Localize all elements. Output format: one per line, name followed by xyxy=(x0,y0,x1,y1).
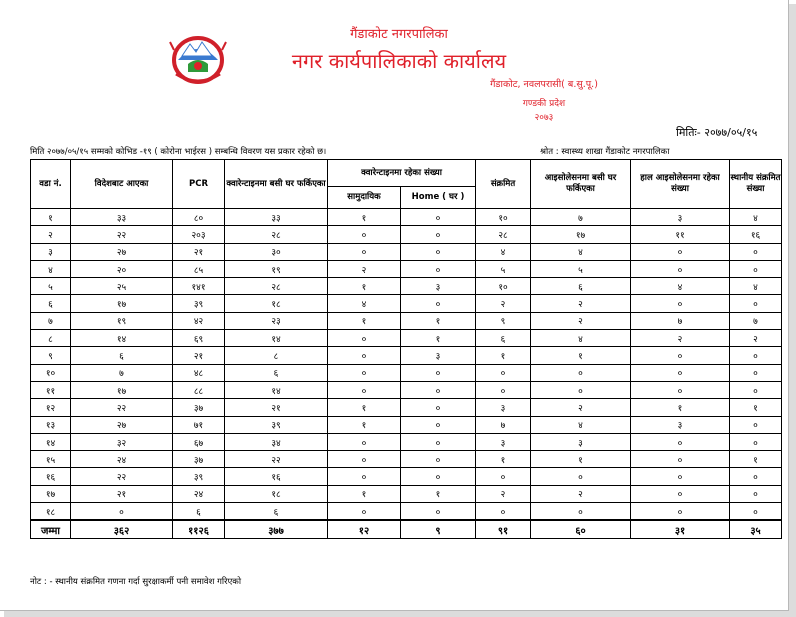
table-row xyxy=(31,503,782,521)
table-cell: ० xyxy=(328,503,401,521)
footnote: नोट : - स्थानीय संक्रमित गणना गर्दा सुरक्षाकर्मी पनी समावेश गरिएको xyxy=(30,577,242,587)
page-shadow-right xyxy=(789,4,796,617)
table-cell: ० xyxy=(328,451,401,468)
table-cell: १४ xyxy=(225,381,328,398)
table-cell: ० xyxy=(730,433,782,450)
table-cell: ४ xyxy=(531,416,631,433)
office-address: गैंडाकोट, नवलपरासी( ब.सु.पू.) xyxy=(490,79,598,90)
source-text: श्रोत : स्वास्थ्य शाखा गैंडाकोट नगरपालिका xyxy=(540,147,670,157)
table-cell: ३४ xyxy=(225,433,328,450)
table-cell: २१ xyxy=(173,243,225,260)
table-cell: ० xyxy=(730,485,782,502)
table-cell: ४ xyxy=(31,260,71,277)
table-cell: २ xyxy=(531,399,631,416)
header-infected: संक्रमित xyxy=(476,160,531,209)
table-cell: ३ xyxy=(401,347,476,364)
report-date: मितिः- २०७७/०५/१५ xyxy=(676,126,758,139)
table-cell: ० xyxy=(631,485,730,502)
table-cell: १४ xyxy=(71,330,173,347)
table-cell: ३७ xyxy=(173,399,225,416)
table-cell: ० xyxy=(401,503,476,521)
table-cell: २ xyxy=(631,330,730,347)
table-row xyxy=(31,226,782,243)
table-row xyxy=(31,485,782,502)
table-cell: ० xyxy=(730,416,782,433)
table-cell: १७ xyxy=(71,381,173,398)
header-isolation-current: हाल आइसोलेसनमा रहेका संख्या xyxy=(631,160,730,209)
table-cell: ७ xyxy=(31,312,71,329)
table-cell: ७ xyxy=(531,209,631,226)
table-cell: ४ xyxy=(730,209,782,226)
intro-text: मिति २०७७/०५/१५ सम्मको कोभिड -१९ ( कोरोना भाईरस ) सम्बन्धि विवरण यस प्रकार रहेको छ। xyxy=(30,147,327,157)
table-cell: २४ xyxy=(173,485,225,502)
table-cell: ८८ xyxy=(173,381,225,398)
municipality-name: गैंडाकोट नगरपालिका xyxy=(350,27,448,42)
header-quarantine-current: क्वारेन्टाइनमा रहेका संख्या xyxy=(328,160,476,187)
table-cell: १६ xyxy=(31,468,71,485)
table-cell: ४ xyxy=(328,295,401,312)
table-cell: ० xyxy=(531,364,631,381)
covid-ward-table xyxy=(30,159,782,539)
table-row xyxy=(31,260,782,277)
table-cell: ४ xyxy=(730,278,782,295)
table-row xyxy=(31,433,782,450)
table-cell: ३ xyxy=(631,209,730,226)
table-cell: ० xyxy=(631,295,730,312)
table-cell: १० xyxy=(476,278,531,295)
table-cell: १ xyxy=(328,209,401,226)
table-cell: ४ xyxy=(531,243,631,260)
province-name: गण्डकी प्रदेश xyxy=(522,99,566,109)
table-cell: १७ xyxy=(71,295,173,312)
table-cell: ३ xyxy=(476,399,531,416)
total-cell: ३१ xyxy=(631,520,730,539)
table-cell: ० xyxy=(328,243,401,260)
table-row xyxy=(31,243,782,260)
table-cell: ७१ xyxy=(173,416,225,433)
table-cell: ० xyxy=(71,503,173,521)
table-cell: ४ xyxy=(531,330,631,347)
table-cell: २२ xyxy=(225,451,328,468)
table-cell: ० xyxy=(730,295,782,312)
table-cell: १३ xyxy=(31,416,71,433)
table-cell: ४ xyxy=(631,278,730,295)
table-cell: ० xyxy=(328,468,401,485)
table-cell: ० xyxy=(401,226,476,243)
table-cell: १८ xyxy=(225,485,328,502)
table-cell: २१ xyxy=(225,399,328,416)
table-cell: ० xyxy=(730,260,782,277)
table-row xyxy=(31,209,782,226)
table-cell: १५ xyxy=(31,451,71,468)
table-cell: ० xyxy=(730,381,782,398)
table-cell: ० xyxy=(401,243,476,260)
table-body xyxy=(31,209,782,521)
table-cell: १ xyxy=(401,330,476,347)
total-cell: ९१ xyxy=(476,520,531,539)
table-cell: ६ xyxy=(71,347,173,364)
table-cell: ० xyxy=(730,347,782,364)
total-cell: १२ xyxy=(328,520,401,539)
table-cell: ३२ xyxy=(71,433,173,450)
table-cell: ६ xyxy=(531,278,631,295)
table-cell: ० xyxy=(328,433,401,450)
total-cell: ३५ xyxy=(730,520,782,539)
office-title: नगर कार्यपालिकाको कार्यालय xyxy=(291,49,507,73)
table-cell: ० xyxy=(401,381,476,398)
table-cell: २ xyxy=(531,312,631,329)
table-cell: ३७ xyxy=(173,451,225,468)
header-isolation-returned: आइसोलेसनमा बसी घर फर्किएका xyxy=(531,160,631,209)
table-cell: २ xyxy=(531,485,631,502)
table-cell: ० xyxy=(631,364,730,381)
table-row xyxy=(31,468,782,485)
table-cell: ३ xyxy=(631,416,730,433)
header-home: Home ( घर ) xyxy=(401,187,476,209)
table-row xyxy=(31,399,782,416)
table-cell: १ xyxy=(328,278,401,295)
table-cell: १ xyxy=(328,399,401,416)
table-cell: ३ xyxy=(476,433,531,450)
table-cell: ७ xyxy=(730,312,782,329)
table-cell: २ xyxy=(531,295,631,312)
table-row xyxy=(31,451,782,468)
table-cell: २८ xyxy=(476,226,531,243)
table-cell: ६ xyxy=(225,503,328,521)
table-row xyxy=(31,381,782,398)
header-quarantine-returned: क्वारेन्टाइनमा बसी घर फर्किएका xyxy=(225,160,328,209)
total-label: जम्मा xyxy=(31,520,71,539)
header-local-infected: स्थानीय संक्रमित संख्या xyxy=(730,160,782,209)
header-pcr: PCR xyxy=(173,160,225,209)
table-cell: २३ xyxy=(225,312,328,329)
table-cell: ० xyxy=(328,347,401,364)
table-cell: ८ xyxy=(31,330,71,347)
table-cell: ६९ xyxy=(173,330,225,347)
table-cell: १७ xyxy=(531,226,631,243)
table-row xyxy=(31,347,782,364)
header-abroad: विदेशबाट आएका xyxy=(71,160,173,209)
header-ward: वडा नं. xyxy=(31,160,71,209)
table-cell: ० xyxy=(730,503,782,521)
table-cell: १ xyxy=(531,451,631,468)
table-cell: १ xyxy=(531,347,631,364)
table-cell: १९ xyxy=(71,312,173,329)
header-community: सामुदायिक xyxy=(328,187,401,209)
table-cell: १२ xyxy=(31,399,71,416)
table-cell: १० xyxy=(476,209,531,226)
table-cell: १ xyxy=(401,312,476,329)
table-cell: २०३ xyxy=(173,226,225,243)
table-cell: ० xyxy=(401,260,476,277)
table-cell: १७ xyxy=(31,485,71,502)
table-cell: ४२ xyxy=(173,312,225,329)
table-cell: २२ xyxy=(71,468,173,485)
table-cell: २४ xyxy=(71,451,173,468)
table-cell: ७ xyxy=(631,312,730,329)
table-cell: ० xyxy=(401,364,476,381)
table-row xyxy=(31,364,782,381)
table-cell: ० xyxy=(401,399,476,416)
table-cell: ३९ xyxy=(173,468,225,485)
table-cell: ८० xyxy=(173,209,225,226)
table-row xyxy=(31,312,782,329)
table-cell: ८५ xyxy=(173,260,225,277)
table-cell: १ xyxy=(328,485,401,502)
table-cell: ० xyxy=(531,503,631,521)
table-cell: २१ xyxy=(173,347,225,364)
table-cell: ० xyxy=(401,468,476,485)
table-cell: १६ xyxy=(225,468,328,485)
table-cell: १० xyxy=(31,364,71,381)
table-cell: ३ xyxy=(31,243,71,260)
table-cell: ० xyxy=(476,503,531,521)
table-cell: ५ xyxy=(531,260,631,277)
table-cell: १ xyxy=(730,451,782,468)
table-cell: ० xyxy=(328,330,401,347)
table-cell: ११ xyxy=(31,381,71,398)
table-cell: ७ xyxy=(476,416,531,433)
table-cell: ८ xyxy=(225,347,328,364)
table-cell: २० xyxy=(71,260,173,277)
table-cell: २७ xyxy=(71,243,173,260)
table-cell: २ xyxy=(476,485,531,502)
table-cell: ४ xyxy=(476,243,531,260)
table-cell: ५ xyxy=(476,260,531,277)
table-cell: ० xyxy=(476,364,531,381)
table-cell: ३३ xyxy=(71,209,173,226)
total-cell: ११२६ xyxy=(173,520,225,539)
table-cell: २ xyxy=(476,295,531,312)
table-cell: ३ xyxy=(531,433,631,450)
table-cell: २७ xyxy=(71,416,173,433)
table-cell: १४१ xyxy=(173,278,225,295)
table-cell: १ xyxy=(401,485,476,502)
table-cell: ९ xyxy=(476,312,531,329)
table-cell: १ xyxy=(631,399,730,416)
table-cell: १ xyxy=(328,312,401,329)
table-cell: ० xyxy=(631,468,730,485)
table-cell: ० xyxy=(476,468,531,485)
table-cell: १ xyxy=(476,451,531,468)
table-cell: ० xyxy=(631,381,730,398)
table-cell: १४ xyxy=(31,433,71,450)
table-cell: ९ xyxy=(31,347,71,364)
page-shadow-bottom xyxy=(4,611,796,617)
table-cell: १ xyxy=(328,416,401,433)
table-row xyxy=(31,416,782,433)
table-cell: ७ xyxy=(71,364,173,381)
table-cell: ० xyxy=(730,243,782,260)
table-cell: १८ xyxy=(225,295,328,312)
table-cell: ० xyxy=(476,381,531,398)
table-cell: ३९ xyxy=(225,416,328,433)
table-cell: १८ xyxy=(31,503,71,521)
table-cell: ६ xyxy=(225,364,328,381)
table-cell: २५ xyxy=(71,278,173,295)
table-cell: २१ xyxy=(71,485,173,502)
table-cell: ० xyxy=(328,381,401,398)
table-cell: २ xyxy=(730,330,782,347)
table-cell: ० xyxy=(401,209,476,226)
table-cell: ० xyxy=(730,468,782,485)
total-row xyxy=(31,520,782,539)
total-cell: ६० xyxy=(531,520,631,539)
table-cell: १४ xyxy=(225,330,328,347)
table-cell: २ xyxy=(328,260,401,277)
table-cell: ० xyxy=(631,260,730,277)
table-cell: ० xyxy=(631,347,730,364)
table-cell: २२ xyxy=(71,226,173,243)
table-cell: ० xyxy=(401,295,476,312)
table-cell: ६ xyxy=(173,503,225,521)
table-row xyxy=(31,330,782,347)
table-cell: २८ xyxy=(225,278,328,295)
table-cell: १९ xyxy=(225,260,328,277)
table-cell: ० xyxy=(531,381,631,398)
table-cell: ३३ xyxy=(225,209,328,226)
table-cell: ३९ xyxy=(173,295,225,312)
table-cell: ० xyxy=(631,243,730,260)
table-cell: ० xyxy=(401,433,476,450)
total-cell: ३६२ xyxy=(71,520,173,539)
table-cell: ५ xyxy=(31,278,71,295)
established-year: २०७३ xyxy=(534,113,554,123)
table-cell: ४८ xyxy=(173,364,225,381)
table-cell: २ xyxy=(31,226,71,243)
table-cell: ० xyxy=(401,416,476,433)
table-cell: ० xyxy=(531,468,631,485)
table-row xyxy=(31,278,782,295)
table-cell: ० xyxy=(730,364,782,381)
table-cell: ६ xyxy=(31,295,71,312)
table-cell: २८ xyxy=(225,226,328,243)
table-cell: ३ xyxy=(401,278,476,295)
table-cell: ० xyxy=(328,226,401,243)
table-cell: ० xyxy=(631,433,730,450)
table-cell: ० xyxy=(631,451,730,468)
table-cell: ११ xyxy=(631,226,730,243)
table-cell: ६७ xyxy=(173,433,225,450)
table-cell: १ xyxy=(730,399,782,416)
table-cell: ० xyxy=(328,364,401,381)
total-cell: ९ xyxy=(401,520,476,539)
table-cell: १ xyxy=(476,347,531,364)
table-cell: १६ xyxy=(730,226,782,243)
table-cell: ० xyxy=(631,503,730,521)
table-cell: ० xyxy=(401,451,476,468)
table-cell: ६ xyxy=(476,330,531,347)
table-cell: १ xyxy=(31,209,71,226)
table-row xyxy=(31,295,782,312)
table-cell: ३० xyxy=(225,243,328,260)
table-cell: २२ xyxy=(71,399,173,416)
total-cell: ३७७ xyxy=(225,520,328,539)
